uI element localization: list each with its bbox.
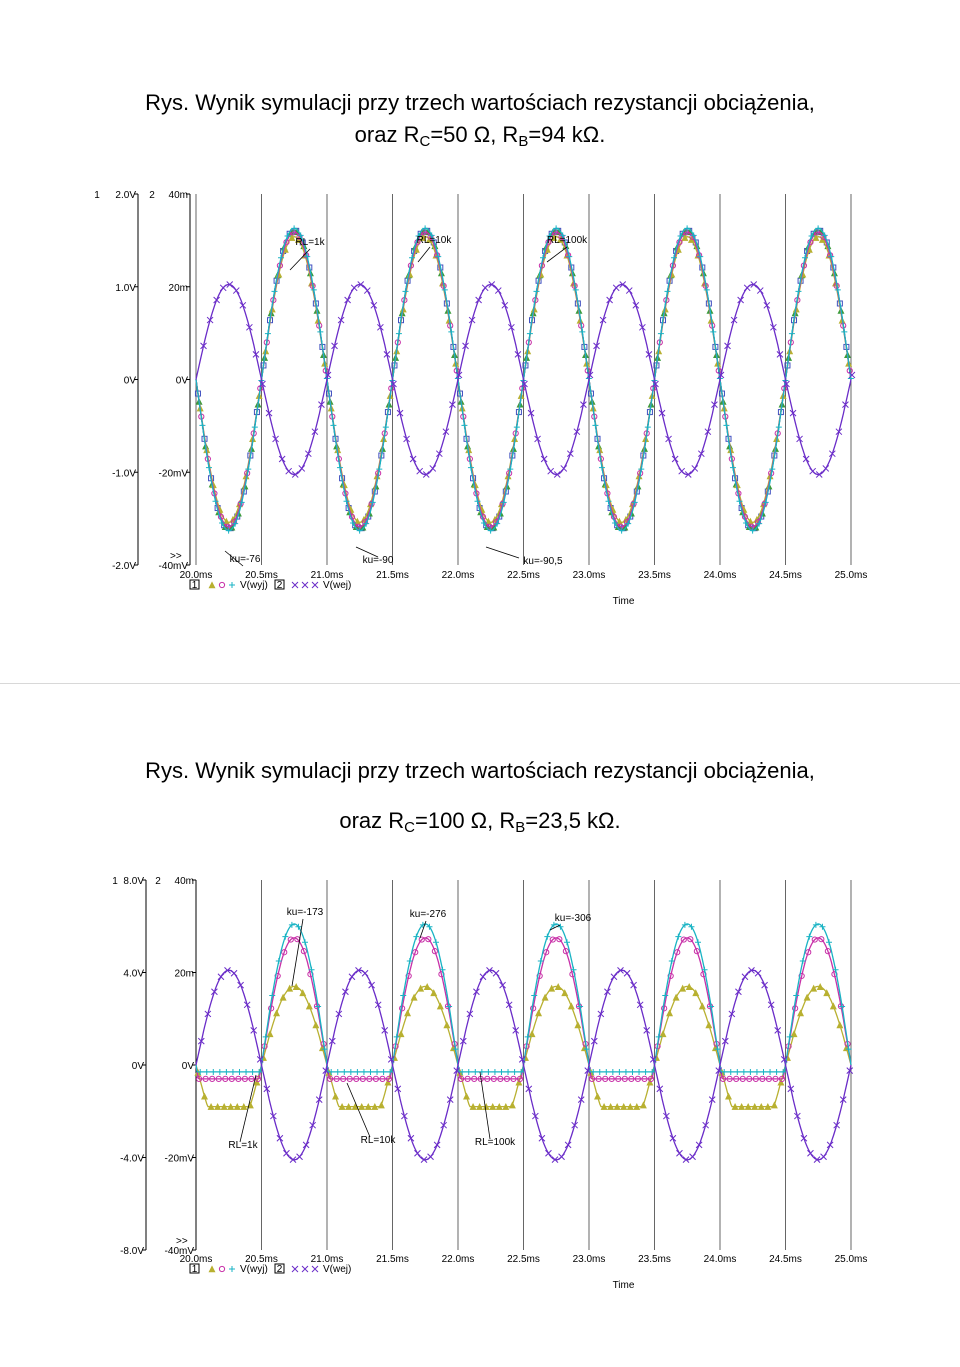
series-3-marker xyxy=(597,1069,603,1075)
axis1-tick-label: 4.0V xyxy=(123,968,144,980)
annotation-label: RL=1k xyxy=(295,237,325,248)
series-3-marker xyxy=(236,1069,242,1075)
series-1-marker xyxy=(280,994,286,1000)
series-4-marker xyxy=(755,970,761,976)
annotation-label: RL=1k xyxy=(228,1140,258,1151)
series-1-marker xyxy=(411,994,417,1000)
series-4-marker xyxy=(696,1142,702,1148)
axis2-tick-label: 0V xyxy=(175,375,188,387)
axis1-number: 1 xyxy=(94,190,100,201)
legend-label-vwej: V(wej) xyxy=(323,580,352,591)
x-axis-title: Time xyxy=(612,1280,635,1291)
x-tick-label: 24.5ms xyxy=(769,1254,802,1265)
legend-box-2-label: 2 xyxy=(276,580,283,591)
series-3-marker xyxy=(629,1069,635,1075)
series-1-marker xyxy=(516,1079,522,1085)
scroll-marker: >> xyxy=(176,1236,188,1247)
series-3-marker xyxy=(367,1069,373,1075)
series-1-marker xyxy=(726,1093,732,1099)
axis1-tick-label: -1.0V xyxy=(112,468,136,480)
x-tick-label: 23.0ms xyxy=(572,570,606,581)
legend-box-1-label: 1 xyxy=(191,580,198,591)
x-tick-label: 23.0ms xyxy=(572,1254,606,1265)
series-3-marker xyxy=(741,1069,747,1075)
x-axis-title: Time xyxy=(612,596,635,607)
series-1-marker xyxy=(804,994,810,1000)
series-3-marker xyxy=(302,939,308,945)
series-3-marker xyxy=(754,1069,760,1075)
annotation-label: ku=-76 xyxy=(229,554,261,565)
annotation-label: ku=-173 xyxy=(286,907,324,918)
series-4-marker xyxy=(369,982,375,988)
series-3-marker xyxy=(760,1069,766,1075)
series-4-marker xyxy=(349,974,355,980)
series-1-marker xyxy=(444,1022,450,1028)
series-1-marker xyxy=(437,1003,443,1009)
x-tick-label: 24.5ms xyxy=(769,570,802,581)
series-4-marker xyxy=(218,974,224,980)
x-tick-label: 20.0ms xyxy=(179,570,213,581)
series-1-marker xyxy=(660,1031,666,1037)
chart-2-plot xyxy=(112,876,867,1291)
axis2-tick-label: -40mV xyxy=(164,1246,194,1257)
annotation-label: ku=-90,5 xyxy=(523,556,563,567)
series-1-marker xyxy=(385,1079,391,1085)
x-tick-label: 21.0ms xyxy=(310,570,344,581)
series-4-marker xyxy=(238,982,244,988)
annotation-label: ku=-276 xyxy=(409,909,447,920)
series-3-marker xyxy=(675,934,681,940)
series-1-marker xyxy=(274,1010,280,1016)
annotation-label: RL=10k xyxy=(360,1135,396,1146)
series-1-marker xyxy=(640,1102,646,1108)
series-4-marker xyxy=(493,970,499,976)
series-4-marker xyxy=(807,1150,813,1156)
series-3-marker xyxy=(603,1069,609,1075)
series-1-marker xyxy=(837,1022,843,1028)
series-3-marker xyxy=(374,1069,380,1075)
axis1-tick-label: 0V xyxy=(131,1061,144,1072)
series-3-marker xyxy=(695,939,701,945)
axis1-tick-label: -2.0V xyxy=(112,561,136,572)
series-1-marker xyxy=(509,1102,515,1108)
series-3-marker xyxy=(217,1069,223,1075)
series-3-marker xyxy=(230,1069,236,1075)
annotation-leader xyxy=(480,1072,490,1139)
series-3-marker xyxy=(341,1069,347,1075)
series-4-marker xyxy=(428,1154,434,1160)
series-3-marker xyxy=(728,1069,734,1075)
scroll-marker: >> xyxy=(170,551,182,562)
axis1-tick-label: 8.0V xyxy=(123,876,144,887)
annotation-label: RL=100k xyxy=(474,1137,516,1148)
axis2-number: 2 xyxy=(149,190,155,201)
series-1-marker xyxy=(464,1093,470,1099)
series-1-marker xyxy=(830,1003,836,1009)
series-3-marker xyxy=(335,1069,341,1075)
series-3-marker xyxy=(492,1069,498,1075)
series-1-marker xyxy=(771,1102,777,1108)
annotation-label: ku=-90 xyxy=(362,555,394,566)
x-tick-label: 20.0ms xyxy=(179,1254,213,1265)
series-3-marker xyxy=(616,1069,622,1075)
series-1-marker xyxy=(267,1031,273,1037)
series-4-marker xyxy=(624,970,630,976)
x-tick-label: 20.5ms xyxy=(245,570,278,581)
legend-box-1-label: 1 xyxy=(191,1264,198,1275)
axis2-tick-label: 0V xyxy=(181,1061,194,1072)
series-1-marker xyxy=(667,1010,673,1016)
series-3-marker xyxy=(747,1069,753,1075)
series-1-marker xyxy=(536,1010,542,1016)
series-4-marker xyxy=(500,982,506,988)
series-3-marker xyxy=(623,1069,629,1075)
axis1-tick-label: 0V xyxy=(123,375,136,387)
series-3-marker xyxy=(734,1069,740,1075)
legend-x-icon xyxy=(302,1266,308,1272)
series-1-marker xyxy=(378,1102,384,1108)
series-4-marker xyxy=(414,1150,420,1156)
series-3-marker xyxy=(806,934,812,940)
axis1-number: 1 xyxy=(112,876,118,887)
series-3-marker xyxy=(466,1069,472,1075)
axis2-tick-label: -20mV xyxy=(164,1153,194,1165)
legend-label-vwej: V(wej) xyxy=(323,1264,352,1275)
series-1-marker xyxy=(405,1010,411,1016)
axis1-tick-label: -4.0V xyxy=(120,1153,144,1165)
x-tick-label: 22.5ms xyxy=(507,570,540,581)
legend-plus-icon xyxy=(229,1266,235,1272)
series-1-marker xyxy=(791,1031,797,1037)
axis2-tick-label: 40m xyxy=(174,876,194,887)
series-4-marker xyxy=(821,1154,827,1160)
series-1-marker xyxy=(595,1093,601,1099)
annotation-label: RL=10k xyxy=(416,235,452,246)
series-1-marker xyxy=(575,1022,581,1028)
series-3-marker xyxy=(767,1069,773,1075)
series-3-marker xyxy=(243,1069,249,1075)
series-4-marker xyxy=(231,970,237,976)
series-3-marker xyxy=(498,1069,504,1075)
axis1-tick-label: 2.0V xyxy=(115,190,136,201)
series-1-marker xyxy=(647,1079,653,1085)
series-3-marker xyxy=(636,1069,642,1075)
series-4-marker xyxy=(762,982,768,988)
series-3-marker xyxy=(564,939,570,945)
series-1-marker xyxy=(798,1010,804,1016)
series-3-marker xyxy=(479,1069,485,1075)
axis2-tick-label: 40m xyxy=(168,190,188,201)
x-tick-label: 24.0ms xyxy=(703,1254,737,1265)
series-1-marker xyxy=(398,1031,404,1037)
axis1-tick-label: -8.0V xyxy=(120,1246,144,1257)
series-4-marker xyxy=(283,1150,289,1156)
series-3-marker xyxy=(210,1069,216,1075)
x-tick-label: 21.5ms xyxy=(376,570,409,581)
series-1-marker xyxy=(699,1003,705,1009)
series-1-marker xyxy=(549,985,555,991)
series-1-marker xyxy=(680,985,686,991)
series-4-marker xyxy=(565,1142,571,1148)
legend-x-icon xyxy=(312,1266,318,1272)
series-4-marker xyxy=(559,1154,565,1160)
annotation-leader xyxy=(347,1083,370,1137)
series-3-marker xyxy=(250,1069,256,1075)
series-4-marker xyxy=(742,974,748,980)
series-1-marker xyxy=(673,994,679,1000)
x-tick-label: 21.0ms xyxy=(310,1254,344,1265)
legend-label-vwyj: V(wyj) xyxy=(240,580,268,591)
series-1-marker xyxy=(313,1022,319,1028)
series-3-marker xyxy=(282,934,288,940)
x-tick-label: 24.0ms xyxy=(703,570,737,581)
legend-x-icon xyxy=(292,1266,298,1272)
series-3-marker xyxy=(433,939,439,945)
series-3-marker xyxy=(223,1069,229,1075)
series-3-marker xyxy=(354,1069,360,1075)
series-3-marker xyxy=(826,939,832,945)
series-4-marker xyxy=(362,970,368,976)
series-4-marker xyxy=(611,974,617,980)
series-3-marker xyxy=(472,1069,478,1075)
series-3-marker xyxy=(348,1069,354,1075)
series-1-marker xyxy=(287,985,293,991)
series-3-marker xyxy=(361,1069,367,1075)
x-tick-label: 22.0ms xyxy=(441,1254,475,1265)
caption-1-line1: Rys. Wynik symulacji przy trzech wartościach rezystancji obciążenia, xyxy=(145,90,815,115)
series-1-marker xyxy=(306,1003,312,1009)
series-4-marker xyxy=(480,974,486,980)
series-3-marker xyxy=(544,934,550,940)
x-tick-label: 22.5ms xyxy=(507,1254,540,1265)
series-1-marker xyxy=(778,1079,784,1085)
series-1-marker xyxy=(811,985,817,991)
series-3-marker xyxy=(610,1069,616,1075)
series-3-marker xyxy=(774,1069,780,1075)
series-1-marker xyxy=(418,985,424,991)
x-tick-label: 25.0ms xyxy=(834,1254,868,1265)
series-3-marker xyxy=(643,1069,649,1075)
x-tick-label: 20.5ms xyxy=(245,1254,278,1265)
caption-1-line2: oraz $R_C=50$ Ω, $R_B=94$ kΩ. xyxy=(354,122,606,150)
axis2-number: 2 xyxy=(155,876,161,887)
x-tick-label: 22.0ms xyxy=(441,570,475,581)
annotation-label: ku=-306 xyxy=(554,913,592,924)
annotation-label: RL=100k xyxy=(546,235,588,246)
x-tick-label: 23.5ms xyxy=(638,1254,671,1265)
series-3-marker xyxy=(512,1069,518,1075)
axis2-tick-label: -20mV xyxy=(158,468,188,480)
series-4-marker xyxy=(303,1142,309,1148)
x-tick-label: 23.5ms xyxy=(638,570,671,581)
axis2-tick-label: 20m xyxy=(168,282,188,294)
series-3-marker xyxy=(485,1069,491,1075)
series-4-marker xyxy=(631,982,637,988)
series-4-marker xyxy=(690,1154,696,1160)
series-1-marker xyxy=(542,994,548,1000)
x-tick-label: 25.0ms xyxy=(834,570,868,581)
series-4-marker xyxy=(434,1142,440,1148)
axis2-tick-label: 20m xyxy=(174,968,194,980)
legend-box-2-label: 2 xyxy=(276,1264,283,1275)
series-1-marker xyxy=(202,1093,208,1099)
legend xyxy=(190,1264,351,1275)
series-3-marker xyxy=(381,1069,387,1075)
series-4-marker xyxy=(676,1150,682,1156)
caption-2-line1: Rys. Wynik symulacji przy trzech wartościach rezystancji obciążenia, xyxy=(145,758,815,783)
series-3-marker xyxy=(505,1069,511,1075)
caption-2-line2: oraz $R_C=100$ Ω, $R_B=23,5$ kΩ. xyxy=(339,808,621,836)
axis2-tick-label: -40mV xyxy=(158,561,188,572)
x-tick-label: 21.5ms xyxy=(376,1254,409,1265)
series-1-marker xyxy=(706,1022,712,1028)
series-3-marker xyxy=(204,1069,210,1075)
series-1-marker xyxy=(333,1093,339,1099)
series-4-marker xyxy=(297,1154,303,1160)
axis1-tick-label: 1.0V xyxy=(115,282,136,294)
series-4-marker xyxy=(545,1150,551,1156)
legend-triangle-icon xyxy=(209,1266,215,1272)
series-1-marker xyxy=(529,1031,535,1037)
series-3-marker xyxy=(413,934,419,940)
series-4-marker xyxy=(827,1142,833,1148)
legend-label-vwyj: V(wyj) xyxy=(240,1264,268,1275)
series-1-marker xyxy=(568,1003,574,1009)
legend-circle-icon xyxy=(219,1266,224,1271)
